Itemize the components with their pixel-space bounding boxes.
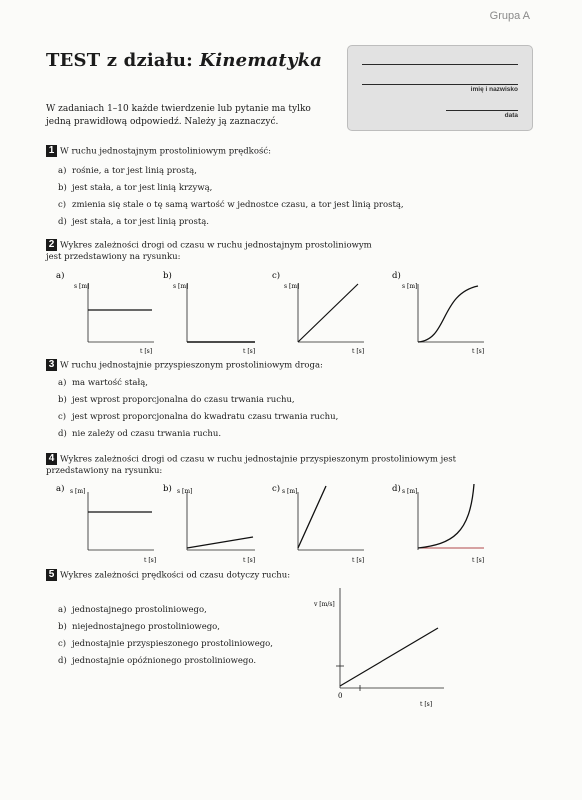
answer-letter: d) — [58, 217, 67, 227]
name-date-box — [347, 45, 533, 131]
question-3 — [46, 359, 516, 372]
plot-ylabel: s [m] — [177, 488, 193, 495]
question-text: Wykres zależności prędkości od czasu dotyczy ruchu: — [60, 570, 291, 581]
plot-xlabel: t [s] — [243, 348, 256, 355]
plot-xlabel: t [s] — [472, 348, 485, 355]
answer-text: jednostajnego prostoliniowego, — [72, 605, 207, 615]
answer-3b — [58, 395, 295, 405]
answer-text: niejednostajnego prostoliniowego, — [72, 622, 220, 632]
answer-text: jednostajnie opóźnionego prostoliniowego. — [72, 656, 257, 666]
plot-xlabel: t [s] — [144, 557, 157, 564]
answer-1a — [58, 166, 197, 176]
question-number: 1 — [46, 145, 57, 157]
plot-curve — [418, 484, 474, 548]
plot-curve — [187, 537, 253, 548]
plot-letter: a) — [56, 271, 65, 281]
answer-letter: a) — [58, 605, 67, 615]
question-text: Wykres zależności drogi od czasu w ruchu jednostajnie przyspieszonym prostoliniowym jest przedstawiony na rysunku: — [46, 454, 457, 476]
blank-line — [362, 64, 518, 65]
instructions: W zadaniach 1–10 każde twierdzenie lub pytanie ma tylko jedną prawidłową odpowiedź. Należy ją zaznaczyć. — [46, 104, 311, 127]
plot-letter: a) — [56, 484, 65, 494]
question-2 — [46, 239, 376, 263]
answer-text: rośnie, a tor jest linią prostą, — [72, 166, 197, 176]
answer-letter: b) — [58, 622, 67, 632]
answer-5a — [58, 605, 207, 615]
plot-curve — [298, 486, 326, 548]
plot-ylabel: s [m] — [402, 488, 418, 495]
answer-1d — [58, 217, 209, 227]
answer-text: nie zależy od czasu trwania ruchu. — [72, 429, 222, 439]
answer-letter: c) — [58, 200, 67, 210]
plot-letter: b) — [163, 271, 172, 281]
plot-letter: d) — [392, 271, 401, 281]
question-text: W ruchu jednostajnym prostoliniowym prędkość: — [60, 146, 271, 157]
plot-curve — [298, 284, 358, 342]
plot-origin: 0 — [338, 692, 343, 700]
plot-ylabel: v [m/s] — [314, 601, 335, 608]
plot-ylabel: s [m] — [173, 283, 189, 290]
answer-text: zmienia się stale o tę samą wartość w jednostce czasu, a tor jest linią prostą, — [72, 200, 404, 210]
plot-curve — [340, 628, 438, 686]
plot-ylabel: s [m] — [402, 283, 418, 290]
question-number: 5 — [46, 569, 57, 581]
answer-text: jest wprost proporcjonalna do czasu trwania ruchu, — [72, 395, 295, 405]
plot-xlabel: t [s] — [243, 557, 256, 564]
question-4 — [46, 453, 486, 477]
plot-xlabel: t [s] — [352, 557, 365, 564]
plot-ylabel: s [m] — [74, 283, 90, 290]
plot-curve — [418, 286, 478, 342]
plot-ylabel: s [m] — [70, 488, 86, 495]
group-label: Grupa A — [489, 10, 530, 22]
answer-text: jednostajnie przyspieszonego prostoliniowego, — [72, 639, 273, 649]
answer-letter: d) — [58, 429, 67, 439]
q4-plot-c — [272, 482, 382, 572]
question-1 — [46, 145, 516, 158]
plot-xlabel: t [s] — [140, 348, 153, 355]
q4-plot-a — [56, 482, 166, 572]
plot-ylabel: s [m] — [284, 283, 300, 290]
question-text: W ruchu jednostajnie przyspieszonym prostoliniowym droga: — [60, 360, 323, 371]
answer-letter: b) — [58, 395, 67, 405]
name-label: imię i nazwisko — [470, 86, 518, 93]
q4-plot-d — [392, 482, 502, 572]
answer-5b — [58, 622, 220, 632]
answer-1b — [58, 183, 212, 193]
question-number: 4 — [46, 453, 57, 465]
title-prefix: TEST z działu: — [46, 50, 200, 71]
answer-text: jest stała, a tor jest linią prostą. — [72, 217, 210, 227]
plot-ylabel: s [m] — [282, 488, 298, 495]
plot-xlabel: t [s] — [420, 701, 433, 708]
answer-3a — [58, 378, 148, 388]
answer-5d — [58, 656, 256, 666]
plot-letter: c) — [272, 484, 281, 494]
answer-text: ma wartość stałą, — [72, 378, 148, 388]
answer-letter: d) — [58, 656, 67, 666]
plot-xlabel: t [s] — [472, 557, 485, 564]
q2-plot-c — [272, 270, 382, 360]
answer-letter: a) — [58, 166, 67, 176]
q2-plot-a — [56, 270, 166, 360]
answer-3c — [58, 412, 338, 422]
q5-plot — [312, 586, 452, 720]
page-title — [46, 50, 322, 71]
question-number: 3 — [46, 359, 57, 371]
question-number: 2 — [46, 239, 57, 251]
q2-plot-b — [163, 270, 273, 360]
q4-plot-b — [163, 482, 273, 572]
date-line — [446, 110, 518, 111]
date-label: data — [504, 112, 518, 119]
answer-5c — [58, 639, 273, 649]
plot-letter: c) — [272, 271, 281, 281]
name-line — [362, 84, 518, 85]
plot-letter: d) — [392, 484, 401, 494]
answer-text: jest stała, a tor jest linią krzywą, — [72, 183, 213, 193]
question-5 — [46, 569, 346, 582]
answer-letter: b) — [58, 183, 67, 193]
answer-1c — [58, 200, 404, 210]
q2-plot-d — [392, 270, 502, 360]
answer-text: jest wprost proporcjonalna do kwadratu czasu trwania ruchu, — [72, 412, 339, 422]
plot-letter: b) — [163, 484, 172, 494]
title-topic: Kinematyka — [199, 50, 323, 71]
question-text: Wykres zależności drogi od czasu w ruchu jednostajnym prostoliniowym jest przedstawiony na rysunku: — [46, 240, 372, 262]
answer-letter: c) — [58, 412, 67, 422]
answer-3d — [58, 429, 221, 439]
plot-xlabel: t [s] — [352, 348, 365, 355]
answer-letter: a) — [58, 378, 67, 388]
answer-letter: c) — [58, 639, 67, 649]
